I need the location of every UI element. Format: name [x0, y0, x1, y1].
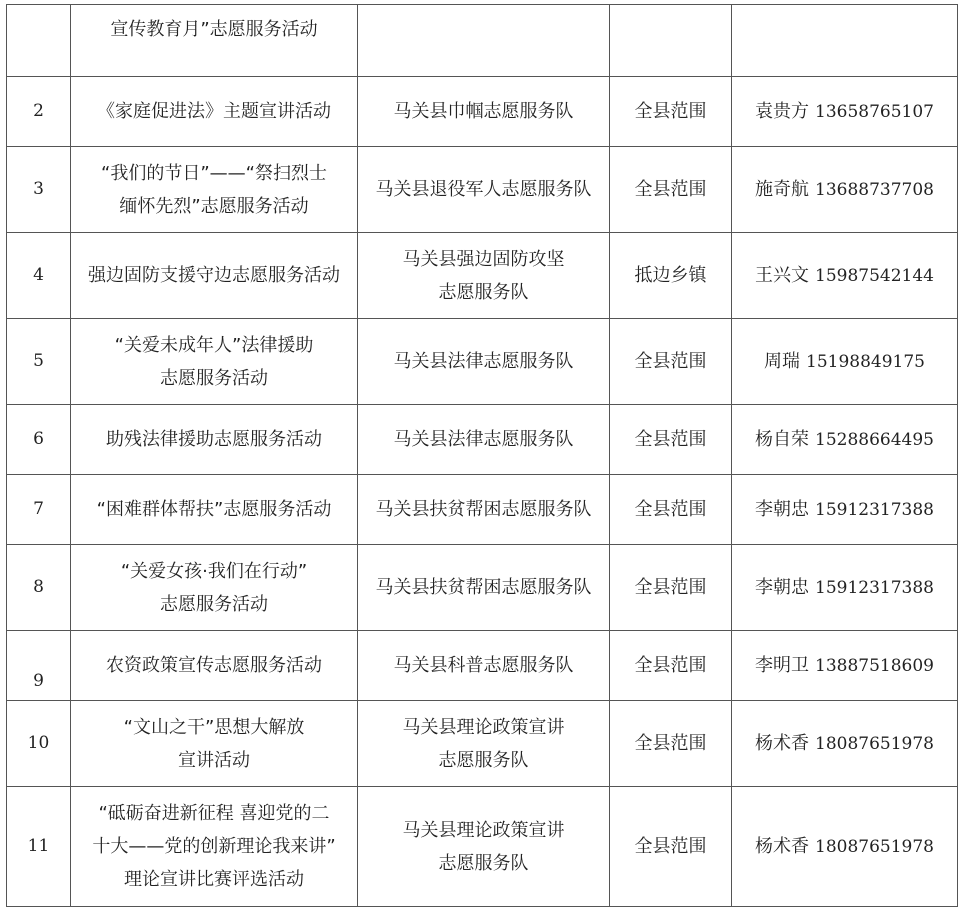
service-scope: 全县范围 — [610, 405, 732, 475]
contact-info — [732, 147, 958, 233]
contact-phone: 18087651978 — [815, 733, 934, 754]
service-scope: 全县范围 — [610, 147, 732, 233]
table-row — [7, 233, 958, 319]
row-number: 11 — [7, 787, 71, 907]
contact-phone: 15912317388 — [815, 577, 934, 598]
contact-name: 杨术香 — [755, 835, 809, 857]
table-row — [7, 475, 958, 545]
team-name: 马关县强边固防攻坚 志愿服务队 — [358, 233, 610, 319]
team-name: 马关县法律志愿服务队 — [358, 405, 610, 475]
contact-info — [732, 475, 958, 545]
table-row — [7, 631, 958, 701]
service-scope: 全县范围 — [610, 631, 732, 701]
service-scope: 全县范围 — [610, 787, 732, 907]
contact-info — [732, 233, 958, 319]
contact-info — [732, 701, 958, 787]
activity-name: “文山之干”思想大解放 宣讲活动 — [71, 701, 358, 787]
contact-name: 周瑞 — [764, 350, 800, 372]
team-name: 马关县法律志愿服务队 — [358, 319, 610, 405]
contact-info — [732, 787, 958, 907]
team-name: 马关县理论政策宣讲 志愿服务队 — [358, 787, 610, 907]
contact-phone: 13658765107 — [815, 101, 934, 122]
contact-info — [732, 405, 958, 475]
row-number: 9 — [7, 631, 71, 701]
contact-name: 李朝忠 — [755, 576, 809, 598]
activity-name: 助残法律援助志愿服务活动 — [71, 405, 358, 475]
activity-name: “我们的节日”——“祭扫烈士 缅怀先烈”志愿服务活动 — [71, 147, 358, 233]
table-row — [7, 701, 958, 787]
table-row — [7, 787, 958, 907]
team-name: 马关县理论政策宣讲 志愿服务队 — [358, 701, 610, 787]
row-number: 7 — [7, 475, 71, 545]
contact-name: 杨术香 — [755, 732, 809, 754]
contact-phone: 15987542144 — [815, 265, 934, 286]
service-scope: 全县范围 — [610, 319, 732, 405]
service-scope: 抵边乡镇 — [610, 233, 732, 319]
contact-info — [732, 77, 958, 147]
contact-phone: 15912317388 — [815, 499, 934, 520]
row-number: 4 — [7, 233, 71, 319]
activity-name: 农资政策宣传志愿服务活动 — [71, 631, 358, 701]
row-number: 8 — [7, 545, 71, 631]
team-name: 马关县退役军人志愿服务队 — [358, 147, 610, 233]
activity-name: 宣传教育月”志愿服务活动 — [71, 5, 358, 77]
service-scope: 全县范围 — [610, 701, 732, 787]
row-number — [7, 5, 71, 77]
row-number: 5 — [7, 319, 71, 405]
contact-name: 袁贵方 — [755, 100, 809, 122]
table-row — [7, 147, 958, 233]
service-scope: 全县范围 — [610, 475, 732, 545]
team-name: 马关县巾帼志愿服务队 — [358, 77, 610, 147]
contact-info — [732, 5, 958, 77]
contact-info — [732, 319, 958, 405]
contact-phone: 15288664495 — [815, 429, 934, 450]
table-row — [7, 545, 958, 631]
table-row — [7, 319, 958, 405]
team-name — [358, 5, 610, 77]
contact-name: 李朝忠 — [755, 498, 809, 520]
table-row — [7, 405, 958, 475]
row-number: 3 — [7, 147, 71, 233]
contact-name: 李明卫 — [755, 654, 809, 676]
team-name: 马关县扶贫帮困志愿服务队 — [358, 475, 610, 545]
team-name: 马关县科普志愿服务队 — [358, 631, 610, 701]
service-scope: 全县范围 — [610, 77, 732, 147]
row-number: 2 — [7, 77, 71, 147]
contact-phone: 18087651978 — [815, 836, 934, 857]
activity-name: “砥砺奋进新征程 喜迎党的二 十大——党的创新理论我来讲” 理论宣讲比赛评选活动 — [71, 787, 358, 907]
row-number: 6 — [7, 405, 71, 475]
table-row — [7, 77, 958, 147]
team-name: 马关县扶贫帮困志愿服务队 — [358, 545, 610, 631]
contact-phone: 13887518609 — [815, 655, 934, 676]
activity-name: 《家庭促进法》主题宣讲活动 — [71, 77, 358, 147]
contact-name: 王兴文 — [755, 264, 809, 286]
volunteer-activity-table — [6, 4, 958, 907]
contact-phone: 15198849175 — [806, 351, 925, 372]
activity-name: “关爱未成年人”法律援助 志愿服务活动 — [71, 319, 358, 405]
contact-phone: 13688737708 — [815, 179, 934, 200]
activity-name: “关爱女孩·我们在行动” 志愿服务活动 — [71, 545, 358, 631]
activity-name: “困难群体帮扶”志愿服务活动 — [71, 475, 358, 545]
service-scope: 全县范围 — [610, 545, 732, 631]
contact-info — [732, 545, 958, 631]
contact-info — [732, 631, 958, 701]
service-scope — [610, 5, 732, 77]
row-number: 10 — [7, 701, 71, 787]
contact-name: 施奇航 — [755, 178, 809, 200]
activity-name: 强边固防支援守边志愿服务活动 — [71, 233, 358, 319]
contact-name: 杨自荣 — [755, 428, 809, 450]
table-row — [7, 5, 958, 77]
